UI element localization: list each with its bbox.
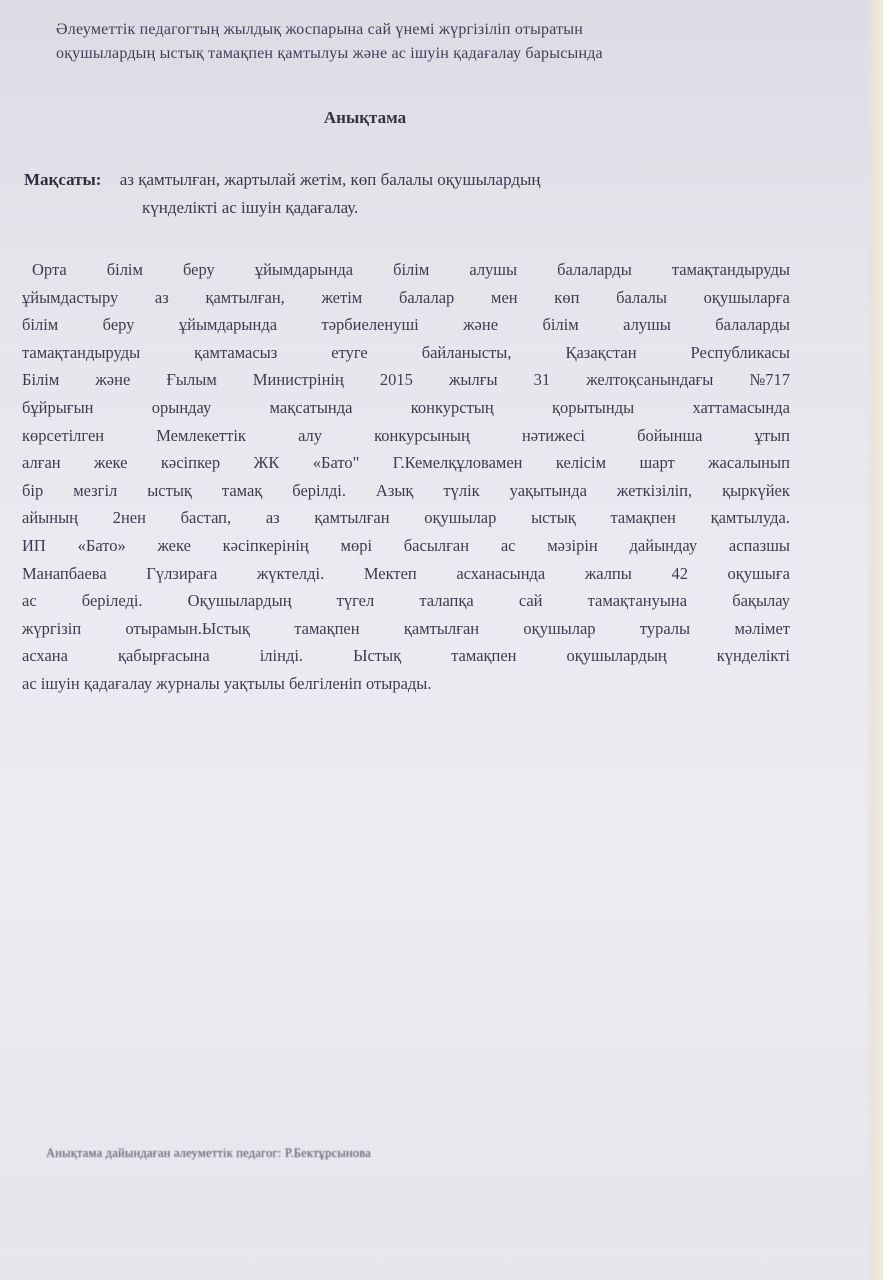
body-line-text xyxy=(22,366,790,394)
word: отырамын.Ыстық xyxy=(125,618,250,638)
document-footer: Анықтама дайындаған әлеуметтік педагог: Р.Бектұрсынова xyxy=(46,1146,371,1160)
word: ЖК xyxy=(253,453,280,473)
word: бастап, xyxy=(180,508,232,528)
word: ас xyxy=(22,591,37,611)
word: қабырғасына xyxy=(117,646,210,666)
word: 31 xyxy=(533,370,551,390)
word: білім xyxy=(106,260,143,279)
word: 2015 xyxy=(379,370,413,390)
body-line xyxy=(22,311,790,339)
word: алушы xyxy=(469,260,518,279)
word: қамтылған, xyxy=(205,287,285,307)
header-line-1: Әлеуметтік педагогтың жылдық жоспарына сай үнемі жүргізіліп отыратын xyxy=(56,21,584,38)
word: жеке xyxy=(157,535,191,555)
body-line-text xyxy=(22,504,790,532)
body-line xyxy=(22,670,790,698)
word: ас xyxy=(500,535,516,555)
word: қыркүйек xyxy=(722,480,790,500)
body-line-text xyxy=(22,642,790,670)
word: аз xyxy=(154,287,169,307)
word: тамақтануына xyxy=(587,591,688,611)
word: алушы xyxy=(623,315,671,335)
word: асхана xyxy=(22,646,68,666)
word: конкурстың xyxy=(410,397,494,417)
word: беру xyxy=(102,315,135,335)
word: ұтып xyxy=(754,425,790,445)
word: күнделікті xyxy=(716,646,790,666)
body-line xyxy=(22,560,790,588)
word: оқушылардың xyxy=(566,646,667,666)
body-line xyxy=(22,449,790,477)
word: келісім xyxy=(555,453,607,473)
word: «Бато» xyxy=(77,535,126,555)
body-line xyxy=(22,394,790,422)
document-title: Анықтама xyxy=(323,108,407,127)
word: Республикасы xyxy=(690,342,790,362)
body-line-text xyxy=(22,587,790,615)
word: Азық xyxy=(375,480,414,500)
word: беру xyxy=(183,260,215,279)
word: білім xyxy=(393,260,430,279)
purpose-section xyxy=(24,166,754,222)
word: дайындау xyxy=(629,535,698,555)
word: кәсіпкерінің xyxy=(222,535,309,555)
body-line-text xyxy=(22,615,790,643)
body-line xyxy=(22,422,790,450)
word: ыстық xyxy=(531,508,576,528)
body-line-text xyxy=(22,560,790,588)
word: «Бато" xyxy=(312,453,360,473)
word: алған xyxy=(22,453,61,473)
word: Ғылым xyxy=(166,370,217,390)
word: бойынша xyxy=(637,425,703,445)
word: ұйымдарында xyxy=(178,315,278,335)
body-line xyxy=(22,642,790,670)
word: талапқа xyxy=(419,591,474,611)
word: ұйымдастыру xyxy=(22,287,119,307)
word: түгел xyxy=(336,591,375,611)
purpose-label: Мақсаты: xyxy=(24,170,102,189)
word: жылғы xyxy=(448,370,498,390)
word: тамақпен xyxy=(294,618,360,638)
word: қамтылуда. xyxy=(710,508,790,528)
word: сай xyxy=(518,591,543,611)
word: ұйымдарында xyxy=(254,260,354,279)
word: балалы xyxy=(616,287,667,307)
word: ИП xyxy=(22,535,46,555)
word: аз xyxy=(265,508,280,528)
word: берілді. xyxy=(292,480,346,500)
body-line xyxy=(22,366,790,394)
word: хаттамасында xyxy=(692,397,790,417)
body-line-text xyxy=(32,256,790,284)
word: шарт xyxy=(639,453,675,473)
word: жеке xyxy=(94,453,128,473)
word: тамақпен xyxy=(451,646,517,666)
word: оқушылар xyxy=(523,618,596,638)
word: кәсіпкер xyxy=(160,453,221,473)
word: тәрбиеленуші xyxy=(321,315,419,335)
body-line-text xyxy=(22,394,790,422)
word: алу xyxy=(298,425,323,445)
word: тамақтандыруды xyxy=(671,260,790,279)
word: және xyxy=(463,315,499,335)
word: Манапбаева xyxy=(22,563,107,583)
word: Білім xyxy=(22,370,60,390)
word: жүргізіп xyxy=(22,618,82,638)
word: Мемлекеттік xyxy=(156,425,246,445)
word: білім xyxy=(22,315,59,335)
word: мөрі xyxy=(340,535,373,555)
word: аспазшы xyxy=(728,535,790,555)
body-line-text xyxy=(22,284,790,312)
purpose-text-1: аз қамтылған, жартылай жетім, көп балалы оқушылардың xyxy=(119,170,541,189)
body-line xyxy=(22,284,790,312)
word: тамақ xyxy=(221,480,263,500)
word: Орта xyxy=(32,260,67,279)
body-line xyxy=(22,615,790,643)
body-line xyxy=(22,256,790,284)
word: оқушыға xyxy=(727,563,790,583)
word: нәтижесі xyxy=(521,425,585,445)
word: ыстық xyxy=(147,480,192,500)
word: беріледі. xyxy=(81,591,143,611)
purpose-line-2: күнделікті ас ішуін қадағалау. xyxy=(142,198,359,217)
body-paragraph xyxy=(22,256,790,698)
word: және xyxy=(95,370,131,390)
word: бақылау xyxy=(732,591,790,611)
word: қорытынды xyxy=(551,397,635,417)
word: балаларды xyxy=(557,260,632,279)
word: туралы xyxy=(639,618,691,638)
word: оқушылар xyxy=(424,508,497,528)
body-line xyxy=(22,339,790,367)
word: балаларды xyxy=(715,315,790,335)
word: ілінді. xyxy=(259,646,304,666)
word: жалпы xyxy=(584,563,632,583)
word: жасалынып xyxy=(708,453,790,473)
word: байланысты, xyxy=(421,342,512,362)
word: мәзірін xyxy=(547,535,598,555)
word: қамтамасыз xyxy=(194,342,278,362)
word: жетім xyxy=(321,287,363,307)
word: тамақтандыруды xyxy=(22,342,141,362)
word: мәлімет xyxy=(734,618,790,638)
body-line xyxy=(22,477,790,505)
body-line xyxy=(22,532,790,560)
word: бір xyxy=(22,480,44,500)
word: 2нен xyxy=(112,508,146,528)
document-header xyxy=(56,18,776,66)
header-line-2: оқушылардың ыстық тамақпен қамтылуы және ас ішуін қадағалау барысында xyxy=(56,45,603,62)
body-line-text xyxy=(22,449,790,477)
word: оқушыларға xyxy=(703,287,790,307)
word: Ыстық xyxy=(353,646,402,666)
paper-edge xyxy=(865,0,883,1280)
word: Гүлзираға xyxy=(146,563,218,583)
word: жүктелді. xyxy=(256,563,325,583)
body-line-text xyxy=(22,532,790,560)
word: конкурсының xyxy=(374,425,470,445)
body-line-text xyxy=(22,477,790,505)
body-line xyxy=(22,504,790,532)
word: жеткізіліп, xyxy=(616,480,693,500)
word: басылған xyxy=(403,535,470,555)
word: Министрінің xyxy=(252,370,344,390)
word: мезгіл xyxy=(73,480,118,500)
word: балалар xyxy=(398,287,455,307)
word: айының xyxy=(22,508,78,528)
word: желтоқсанындағы xyxy=(586,370,714,390)
word: білім xyxy=(542,315,579,335)
word: уақытында xyxy=(509,480,587,500)
word: көрсетілген xyxy=(22,425,105,445)
word: №717 xyxy=(749,370,790,390)
word: көп xyxy=(554,287,580,307)
body-line-text xyxy=(22,339,790,367)
word: мақсатында xyxy=(269,397,353,417)
word: мен xyxy=(491,287,518,307)
word: Мектеп xyxy=(363,563,417,583)
word: Оқушылардың xyxy=(187,591,292,611)
word: бұйрығын xyxy=(22,397,94,417)
word: орындау xyxy=(151,397,212,417)
word: тамақпен xyxy=(610,508,676,528)
word: қамтылған xyxy=(403,618,480,638)
word: Г.Кемелқұловамен xyxy=(392,453,523,473)
body-line xyxy=(22,587,790,615)
word: етуге xyxy=(331,342,368,362)
body-line-text xyxy=(22,311,790,339)
purpose-line-1 xyxy=(24,166,754,194)
body-line-text: ас ішуін қадағалау журналы уақтылы белгіленіп отырады. xyxy=(22,673,432,693)
word: түлік xyxy=(443,480,480,500)
word: қамтылған xyxy=(314,508,390,528)
word: 42 xyxy=(671,563,688,583)
body-line-text xyxy=(22,422,790,450)
word: асханасында xyxy=(456,563,546,583)
word: Қазақстан xyxy=(565,342,637,362)
